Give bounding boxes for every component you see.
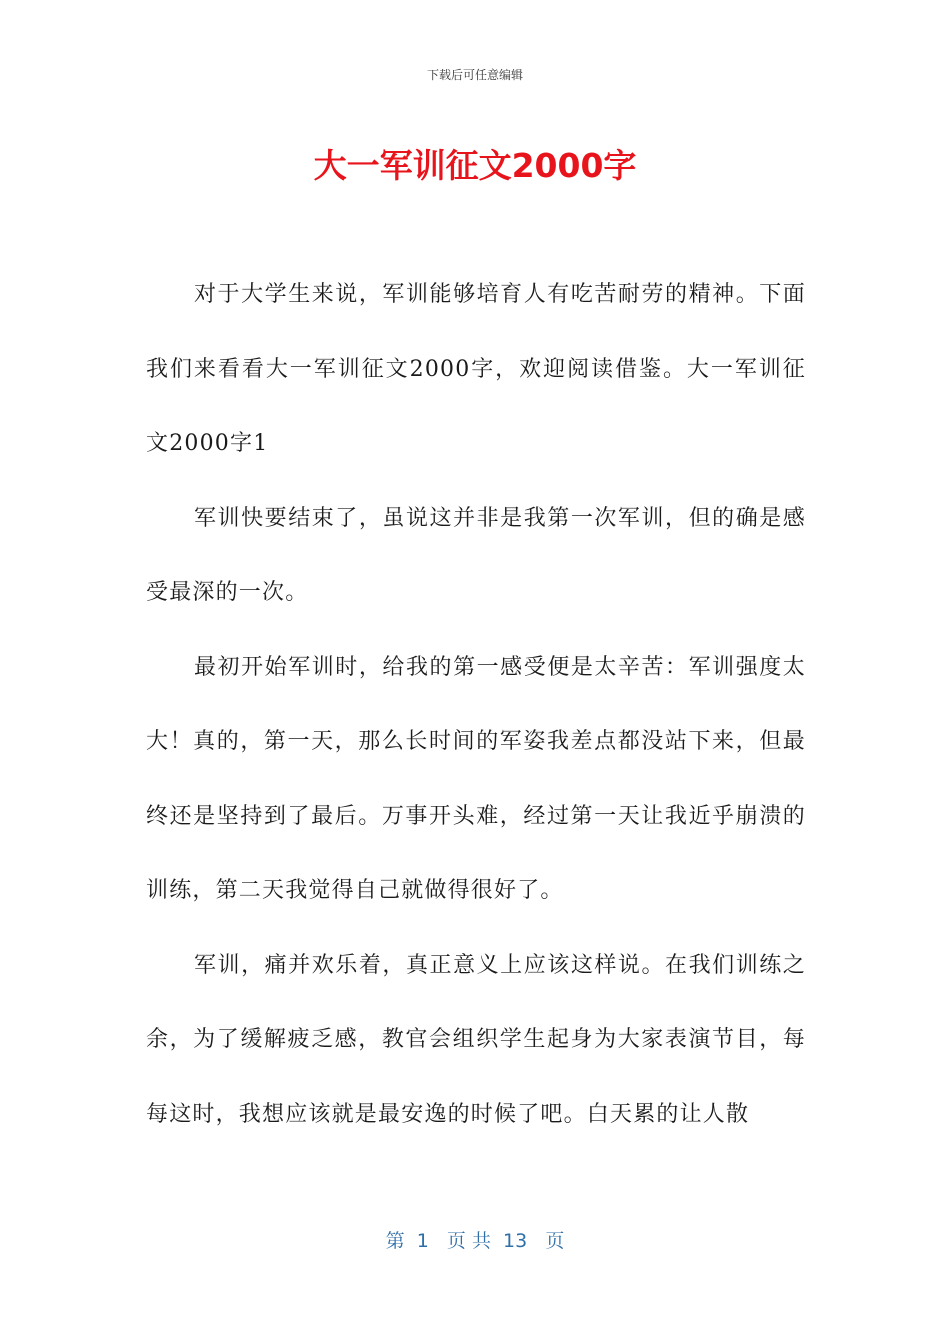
paragraph: 对于大学生来说，军训能够培育人有吃苦耐劳的精神。下面我们来看看大一军训征文2000字，欢迎阅读借鉴。大一军训征文2000字1 [146,282,806,456]
header-note: 下载后可任意编辑 [426,68,523,82]
document-body [146,258,806,1152]
paragraph: 军训快要结束了，虽说这并非是我第一次军训，但的确是感受最深的一次。 [146,505,806,605]
page-number-footer: 第 1 页 共 13 页 [385,1230,565,1252]
document-title: 大一军训征文2000字 [313,146,637,185]
paragraph: 军训，痛并欢乐着，真正意义上应该这样说。在我们训练之余，为了缓解疲乏感，教官会组织学生起身为大家表演节目，每每这时，我想应该就是最安逸的时候了吧。白天累的让人散 [146,952,806,1127]
paragraph: 最初开始军训时，给我的第一感受便是太辛苦：军训强度太大！真的，第一天，那么长时间的军姿我差点都没站下来，但最终还是坚持到了最后。万事开头难，经过第一天让我近乎崩溃的训练，第二天我觉得自己就做得很好了。 [146,654,806,903]
